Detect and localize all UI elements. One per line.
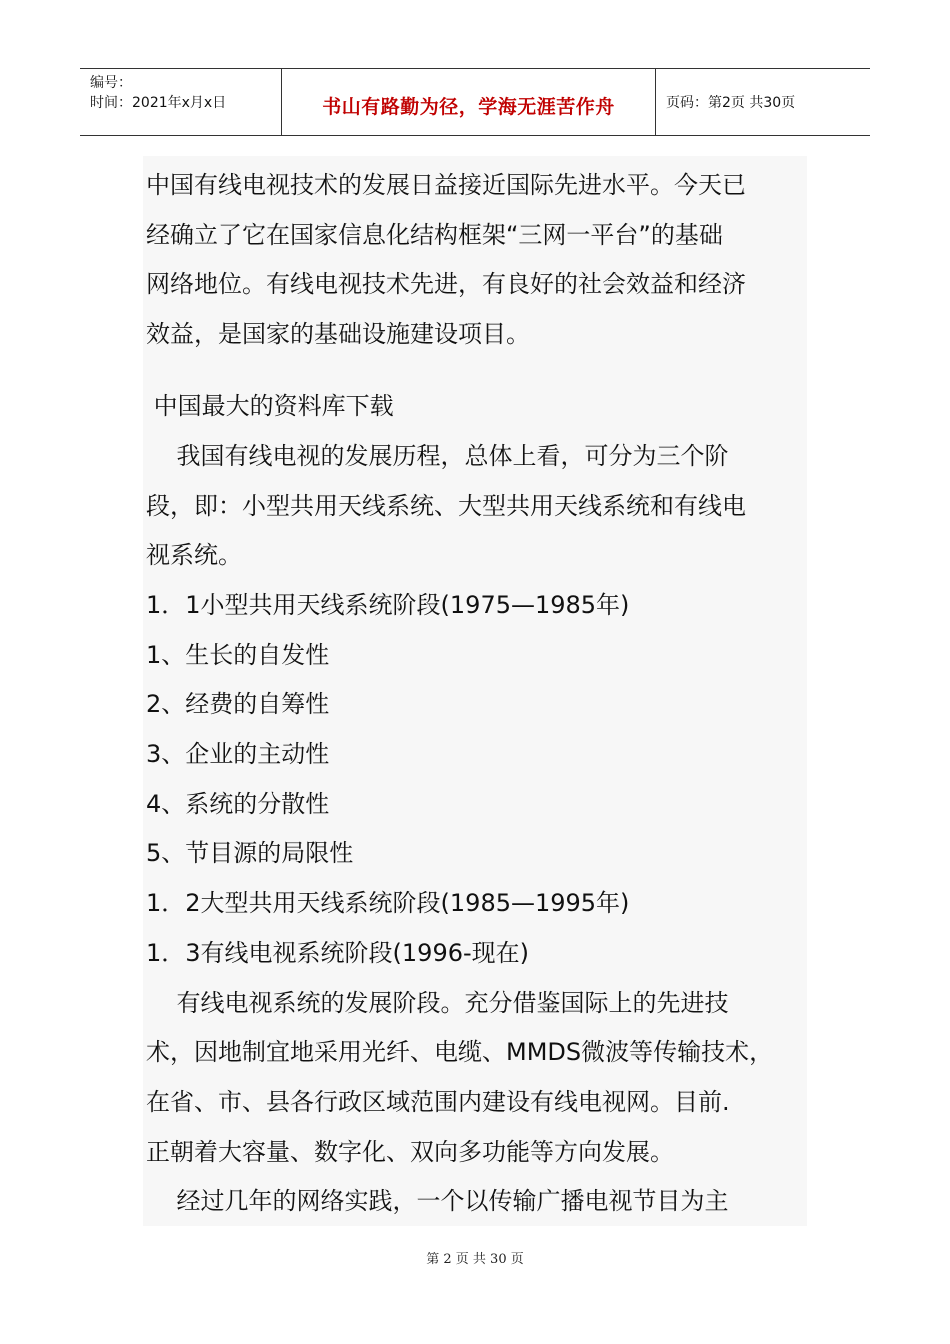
body-line: 2、经费的自筹性	[146, 690, 330, 718]
page-footer: 第 2 页 共 30 页	[426, 1252, 524, 1267]
body-line: 中国有线电视技术的发展日益接近国际先进水平。今天已	[146, 171, 746, 199]
body-line: 中国最大的资料库下载	[146, 392, 394, 420]
header-page-cell	[656, 69, 870, 135]
body-line: 网络地位。有线电视技术先进，有良好的社会效益和经济	[146, 270, 746, 298]
header-meta	[80, 69, 282, 135]
body-line: 经过几年的网络实践，一个以传输广播电视节目为主	[146, 1187, 729, 1215]
header-page-info: 页码：第2页 共30页	[666, 95, 796, 111]
document-body	[143, 156, 807, 1226]
body-line: 我国有线电视的发展历程，总体上看，可分为三个阶	[146, 442, 729, 470]
body-line: 有线电视系统的发展阶段。充分借鉴国际上的先进技	[146, 989, 729, 1017]
body-line: 1．3有线电视系统阶段(1996-现在)	[146, 939, 530, 967]
body-line: 1、生长的自发性	[146, 641, 330, 669]
body-line: 术，因地制宜地采用光纤、电缆、MMDS微波等传输技术，	[146, 1038, 774, 1066]
body-line: 正朝着大容量、数字化、双向多功能等方向发展。	[146, 1138, 674, 1166]
body-line: 1．1小型共用天线系统阶段(1975—1985年)	[146, 591, 630, 619]
body-line: 3、企业的主动性	[146, 740, 330, 768]
body-line: 5、节目源的局限性	[146, 839, 354, 867]
page-header	[80, 68, 870, 136]
body-line: 段，即：小型共用天线系统、大型共用天线系统和有线电	[146, 492, 746, 520]
body-line: 4、系统的分散性	[146, 790, 330, 818]
body-line: 在省、市、县各行政区域范围内建设有线电视网。目前.	[146, 1088, 730, 1116]
header-motto: 书山有路勤为径，学海无涯苦作舟	[322, 95, 615, 118]
body-line: 视系统。	[146, 541, 242, 569]
time-label: 时间：2021年x月x日	[90, 95, 227, 111]
body-line: 经确立了它在国家信息化结构框架“三网一平台”的基础	[146, 221, 723, 249]
number-label: 编号：	[90, 75, 132, 91]
header-motto-cell	[282, 69, 656, 135]
body-line: 效益，是国家的基础设施建设项目。	[146, 320, 530, 348]
body-line: 1．2大型共用天线系统阶段(1985—1995年)	[146, 889, 630, 917]
